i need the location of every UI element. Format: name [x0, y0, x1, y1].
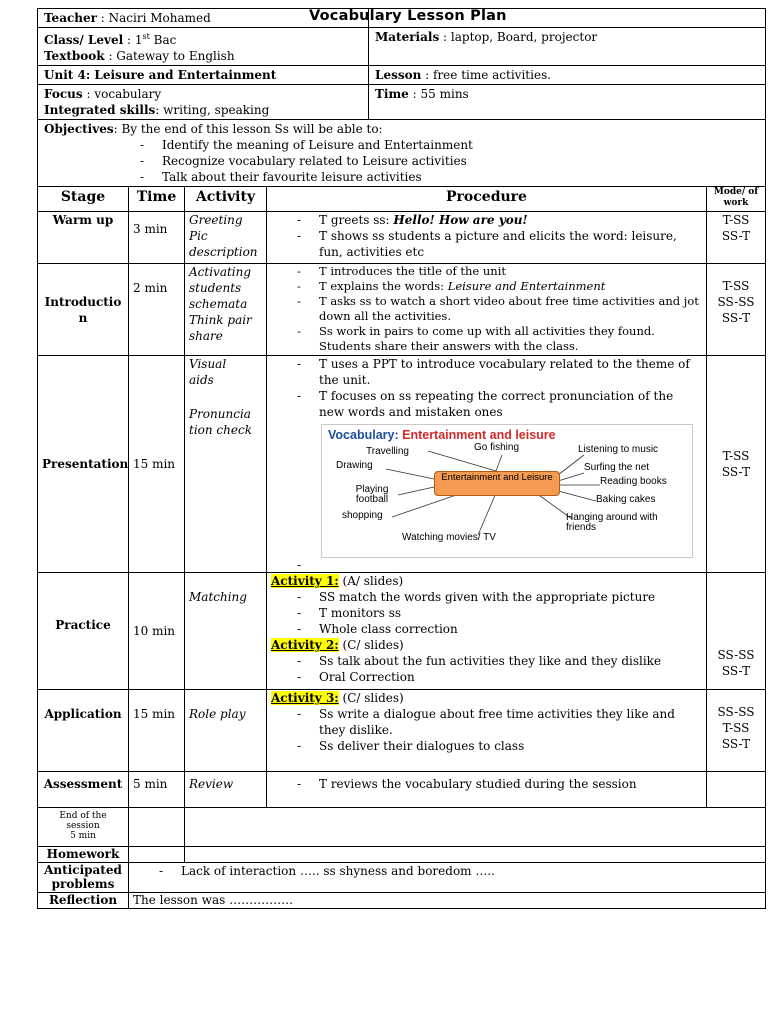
- materials-cell: [369, 28, 766, 66]
- activity-1-note: (A/ slides): [338, 574, 404, 588]
- class-value: : 1: [127, 33, 143, 47]
- mindmap-word: Drawing: [336, 460, 373, 471]
- time-practice: 10 min: [129, 573, 185, 690]
- activity-introduction: Activating students schemata Think pair share: [185, 264, 267, 356]
- stage-reflection: Reflection: [38, 893, 129, 909]
- procedure-item: - T focuses on ss repeating the correct pronunciation of the new words and mistaken ones: [297, 388, 702, 420]
- procedure-item: [297, 212, 702, 228]
- col-stage: Stage: [38, 187, 129, 212]
- time-warmup: 3 min: [129, 212, 185, 264]
- lesson-plan-sheet: [37, 8, 765, 909]
- mindmap-title-b: Entertainment and leisure: [402, 428, 556, 442]
- vocabulary-mindmap: [321, 424, 693, 558]
- table-row: [38, 212, 766, 264]
- procedure-item: - Ss work in pairs to come up with all activities they found. Students share their answers with the class.: [297, 324, 702, 354]
- skills-value: : writing, speaking: [155, 103, 270, 117]
- procedure-item: - Ss deliver their dialogues to class: [297, 738, 702, 754]
- objective-item: - Talk about their favourite leisure activities: [140, 169, 759, 185]
- procedure-item: - T uses a PPT to introduce vocabulary related to the theme of the unit.: [297, 356, 702, 388]
- lesson-label: Lesson: [375, 68, 422, 82]
- mindmap-word: Playing football: [355, 484, 389, 505]
- activity-2-heading: [271, 637, 702, 653]
- procedure-item: - T reviews the vocabulary studied during the session: [297, 776, 702, 792]
- activity-2-label: Activity 2:: [271, 638, 339, 652]
- time-cell: [369, 85, 766, 120]
- procedure-table: [37, 186, 766, 909]
- activity-3-note: (C/ slides): [338, 691, 404, 705]
- activity-1-heading: [271, 573, 702, 589]
- class-textbook-cell: [38, 28, 369, 66]
- stage-application: Application: [38, 690, 129, 772]
- time-presentation: 15 min: [129, 356, 185, 573]
- mode-presentation: T-SS SS-T: [707, 356, 766, 573]
- empty-cell: [129, 847, 185, 863]
- activity-application: Role play: [185, 690, 267, 772]
- mindmap-word: Travelling: [366, 446, 409, 457]
- procedure-item: - Whole class correction: [297, 621, 702, 637]
- stage-presentation: Presentation: [38, 356, 129, 573]
- col-mode: Mode/ of work: [707, 187, 766, 212]
- teacher-value: : Naciri Mohamed: [100, 11, 211, 25]
- activity-1-label: Activity 1:: [271, 574, 339, 588]
- objective-item: - Recognize vocabulary related to Leisure activities: [140, 153, 759, 169]
- time-application: 15 min: [129, 690, 185, 772]
- activity-practice: Matching: [185, 573, 267, 690]
- materials-label: Materials: [375, 30, 440, 44]
- mode-warmup: T-SS SS-T: [707, 212, 766, 264]
- table-row: [38, 847, 766, 863]
- lesson-cell: [369, 66, 766, 85]
- lesson-value: : free time activities.: [425, 68, 552, 82]
- table-row: [38, 863, 766, 893]
- col-activity: Activity: [185, 187, 267, 212]
- class-suffix: Bac: [149, 33, 177, 47]
- table-row: [38, 573, 766, 690]
- textbook-value: : Gateway to English: [108, 49, 235, 63]
- table-row: [38, 808, 766, 847]
- time-assessment: 5 min: [129, 772, 185, 808]
- empty-cell: [185, 808, 766, 847]
- unit-label: Unit 4: Leisure and Entertainment: [44, 68, 277, 82]
- stage-homework: Homework: [38, 847, 129, 863]
- mindmap-word: Hanging around with friends: [566, 512, 658, 533]
- mindmap-title-a: Vocabulary:: [328, 428, 403, 442]
- empty-cell: [185, 847, 766, 863]
- procedure-item: - Oral Correction: [297, 669, 702, 685]
- objectives-intro: : By the end of this lesson Ss will be able to:: [113, 122, 383, 136]
- focus-skills-cell: [38, 85, 369, 120]
- procedure-assessment: [267, 772, 707, 808]
- procedure-item: - SS match the words given with the appropriate picture: [297, 589, 702, 605]
- skills-label: Integrated skills: [44, 103, 156, 117]
- procedure-item: [297, 279, 702, 294]
- table-row: [38, 264, 766, 356]
- procedure-item: - T asks ss to watch a short video about free time activities and jot down all the activities.: [297, 294, 702, 324]
- mindmap-word: Watching movies/ TV: [402, 532, 496, 543]
- mindmap-center: Entertainment and Leisure: [434, 471, 560, 496]
- teacher-label: Teacher: [44, 11, 97, 25]
- teacher-cell: [38, 9, 369, 28]
- stage-warmup: Warm up: [38, 212, 129, 264]
- stage-anticipated: Anticipated problems: [38, 863, 129, 893]
- procedure-item: - T shows ss students a picture and elicits the word: leisure, fun, activities etc: [297, 228, 702, 260]
- focus-value: : vocabulary: [86, 87, 162, 101]
- activity-visual-aids: Visual aids: [189, 357, 227, 387]
- procedure-application: [267, 690, 707, 772]
- table-row: [38, 893, 766, 909]
- mindmap-word: Go fishing: [474, 442, 520, 453]
- reflection-text: The lesson was …………….: [129, 893, 766, 909]
- time-value: : 55 mins: [412, 87, 469, 101]
- mindmap-title: [328, 427, 556, 443]
- time-introduction: 2 min: [129, 264, 185, 356]
- procedure-item: - Ss write a dialogue about free time activities they like and they dislike.: [297, 706, 702, 738]
- activity-assessment: Review: [185, 772, 267, 808]
- procedure-item: - T monitors ss: [297, 605, 702, 621]
- procedure-item: - T introduces the title of the unit: [297, 264, 702, 279]
- procedure-emphasis: Hello! How are you!: [393, 213, 528, 227]
- activity-pronunciation: Pronuncia tion check: [189, 407, 252, 437]
- mode-assessment: [707, 772, 766, 808]
- procedure-text: T explains the words:: [319, 279, 448, 293]
- blank-header-cell: [369, 9, 766, 28]
- empty-cell: [129, 808, 185, 847]
- activity-3-label: Activity 3:: [271, 691, 339, 705]
- mindmap-word: shopping: [342, 510, 383, 521]
- activity-warmup: Greeting Pic description: [185, 212, 267, 264]
- objectives-cell: [38, 120, 766, 187]
- procedure-item: - Ss talk about the fun activities they like and they dislike: [297, 653, 702, 669]
- table-row: [38, 356, 766, 573]
- objectives-list: [44, 137, 759, 185]
- unit-cell: [38, 66, 369, 85]
- anticipated-cell: [129, 863, 766, 893]
- focus-label: Focus: [44, 87, 83, 101]
- procedure-practice: [267, 573, 707, 690]
- mindmap-word: Reading books: [600, 476, 667, 487]
- mindmap-word: Baking cakes: [596, 494, 656, 505]
- table-row: [38, 772, 766, 808]
- time-label: Time: [375, 87, 409, 101]
- procedure-introduction: [267, 264, 707, 356]
- header-table: [37, 8, 766, 187]
- activity-3-heading: [271, 690, 702, 706]
- stage-introduction: Introductio n: [38, 264, 129, 356]
- mode-practice: SS-SS SS-T: [707, 573, 766, 690]
- page-title: Vocabulary Lesson Plan: [309, 8, 507, 24]
- mindmap-word: Surfing the net: [584, 462, 650, 473]
- mode-application: SS-SS T-SS SS-T: [707, 690, 766, 772]
- stage-assessment: Assessment: [38, 772, 129, 808]
- objective-item: - Identify the meaning of Leisure and Entertainment: [140, 137, 759, 153]
- mode-introduction: T-SS SS-SS SS-T: [707, 264, 766, 356]
- procedure-warmup: [267, 212, 707, 264]
- mindmap-word: Listening to music: [578, 444, 659, 455]
- class-sup: st: [142, 32, 150, 41]
- procedure-emphasis: Leisure and Entertainment: [447, 279, 606, 293]
- activity-2-note: (C/ slides): [338, 638, 404, 652]
- procedure-text: T greets ss:: [319, 213, 394, 227]
- objectives-label: Objectives: [44, 122, 114, 136]
- anticipated-text: - Lack of interaction ….. ss shyness and boredom …..: [159, 863, 761, 879]
- col-time: Time: [129, 187, 185, 212]
- trailing-dash: -: [297, 558, 302, 572]
- stage-end-of-session: End of the session 5 min: [38, 808, 129, 847]
- textbook-label: Textbook: [44, 49, 105, 63]
- col-procedure: Procedure: [267, 187, 707, 212]
- procedure-presentation: [267, 356, 707, 573]
- stage-practice: Practice: [38, 573, 129, 690]
- table-row: [38, 690, 766, 772]
- class-label: Class/ Level: [44, 33, 124, 47]
- materials-value: : laptop, Board, projector: [443, 30, 598, 44]
- activity-presentation: [185, 356, 267, 573]
